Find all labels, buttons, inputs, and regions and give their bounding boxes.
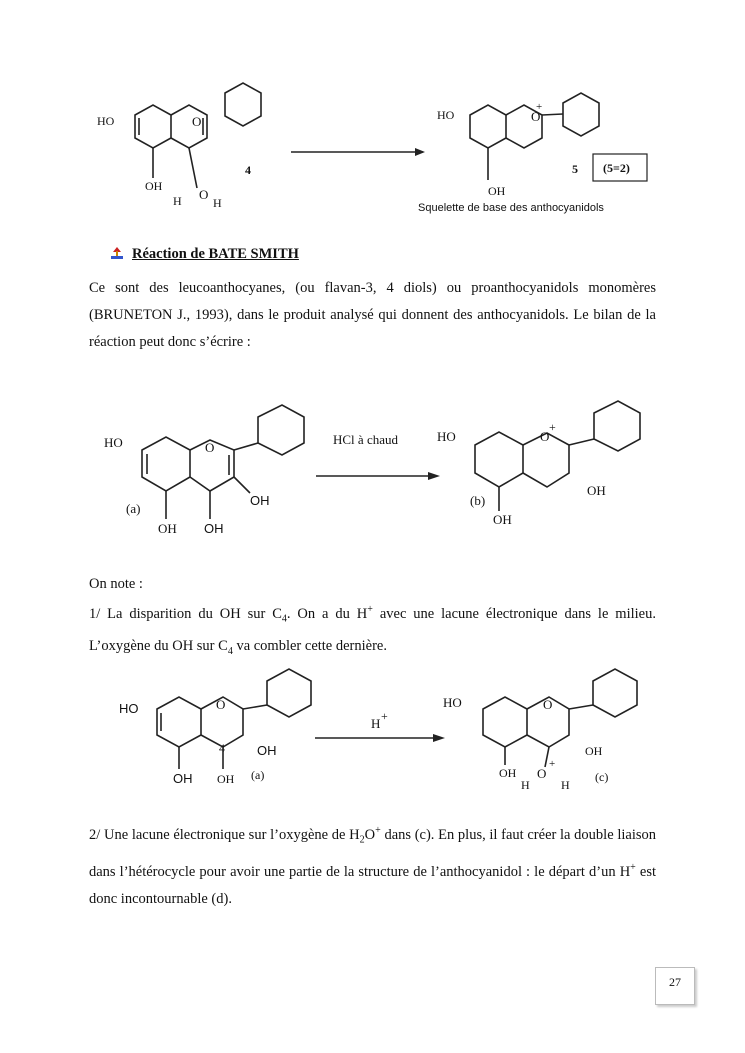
svg-text:(c): (c)	[595, 770, 609, 784]
scheme-1-arrow	[291, 148, 425, 156]
scheme-1-reaction	[85, 70, 665, 230]
svg-text:HO: HO	[443, 695, 462, 710]
svg-text:(b): (b)	[470, 493, 486, 508]
notes-point-1: 1/ La disparition du OH sur $C_4$. On a du H+ avec une lacune électronique dans le milieu. L’oxygène du OH sur $C_4$ va combler cette dernière.	[89, 604, 656, 657]
svg-text:O: O	[192, 114, 202, 129]
page-number: 27	[655, 967, 695, 1005]
svg-text:5: 5	[572, 162, 578, 176]
svg-text:OH: OH	[488, 184, 506, 198]
svg-text:OH: OH	[499, 766, 517, 780]
svg-text:OH: OH	[173, 771, 193, 786]
svg-text:O: O	[537, 766, 547, 781]
svg-text:O: O	[531, 109, 541, 124]
svg-text:OH: OH	[257, 743, 277, 758]
svg-text:H: H	[213, 196, 222, 210]
scheme-2-reagent: HCl à chaud	[333, 432, 398, 447]
section-heading	[110, 246, 299, 263]
svg-text:OH: OH	[493, 512, 512, 527]
svg-text:OH: OH	[217, 772, 235, 786]
scheme-3-reaction	[105, 665, 665, 800]
svg-text:(a): (a)	[126, 501, 141, 516]
svg-text:4: 4	[245, 163, 251, 177]
scheme-2-arrow	[316, 472, 440, 480]
scheme-1-product	[437, 93, 599, 198]
svg-text:OH: OH	[585, 744, 603, 758]
svg-text:+: +	[381, 709, 388, 723]
svg-text:+: +	[536, 101, 543, 113]
svg-text:+: +	[549, 420, 556, 434]
svg-text:O: O	[199, 187, 209, 202]
boxed-note-text: (5=2)	[603, 161, 630, 175]
scheme-1-label: HO	[97, 114, 115, 128]
svg-text:H: H	[561, 778, 570, 792]
scheme-2-product	[437, 401, 640, 527]
section-title: Réaction de BATE SMITH	[132, 246, 299, 262]
svg-text:HO: HO	[437, 429, 456, 444]
notes-intro: On note :	[89, 576, 143, 592]
svg-text:OH: OH	[250, 493, 270, 508]
svg-text:O: O	[205, 440, 215, 455]
scheme-3-reactant	[119, 669, 311, 786]
svg-text:HO: HO	[119, 701, 139, 716]
scheme-1-caption: Squelette de base des anthocyanidols	[418, 202, 604, 214]
paragraph-1: Ce sont des leucoanthocyanes, (ou flavan-3, 4 diols) ou proanthocyanidols monomères (BRUNETON J., 1993), dans le produit analysé qui donnent des anthocyanidols. Le bilan de la réaction peut donc s’écrire :	[89, 280, 656, 350]
svg-text:HO: HO	[104, 435, 123, 450]
svg-text:O: O	[216, 697, 226, 712]
svg-text:OH: OH	[145, 179, 163, 193]
svg-text:HO: HO	[437, 108, 455, 122]
svg-text:O: O	[540, 429, 550, 444]
svg-text:H: H	[521, 778, 530, 792]
svg-text:OH: OH	[587, 483, 606, 498]
svg-text:+: +	[549, 758, 556, 770]
svg-text:(a): (a)	[251, 768, 265, 782]
scheme-1-reactant	[97, 83, 261, 210]
arrow-bullet-icon	[110, 246, 124, 260]
scheme-3-arrow	[315, 734, 445, 742]
scheme-2-reactant	[104, 405, 304, 536]
svg-text:4: 4	[219, 741, 225, 755]
svg-text:OH: OH	[204, 521, 224, 536]
svg-text:H: H	[173, 194, 182, 208]
scheme-3-reagent: H	[371, 716, 381, 731]
svg-text:OH: OH	[158, 521, 177, 536]
paragraph-2: 2/ Une lacune électronique sur l’oxygène de $H_2O^+$ dans (c). En plus, il faut créer la double liaison dans l’hétérocycle pour avoir une partie de la structure de l’anthocyanidol : le départ d’un H+ est donc incontournable (d).	[89, 825, 657, 907]
scheme-2-reaction	[100, 395, 660, 545]
scheme-3-product	[443, 669, 637, 792]
svg-text:O: O	[543, 697, 553, 712]
